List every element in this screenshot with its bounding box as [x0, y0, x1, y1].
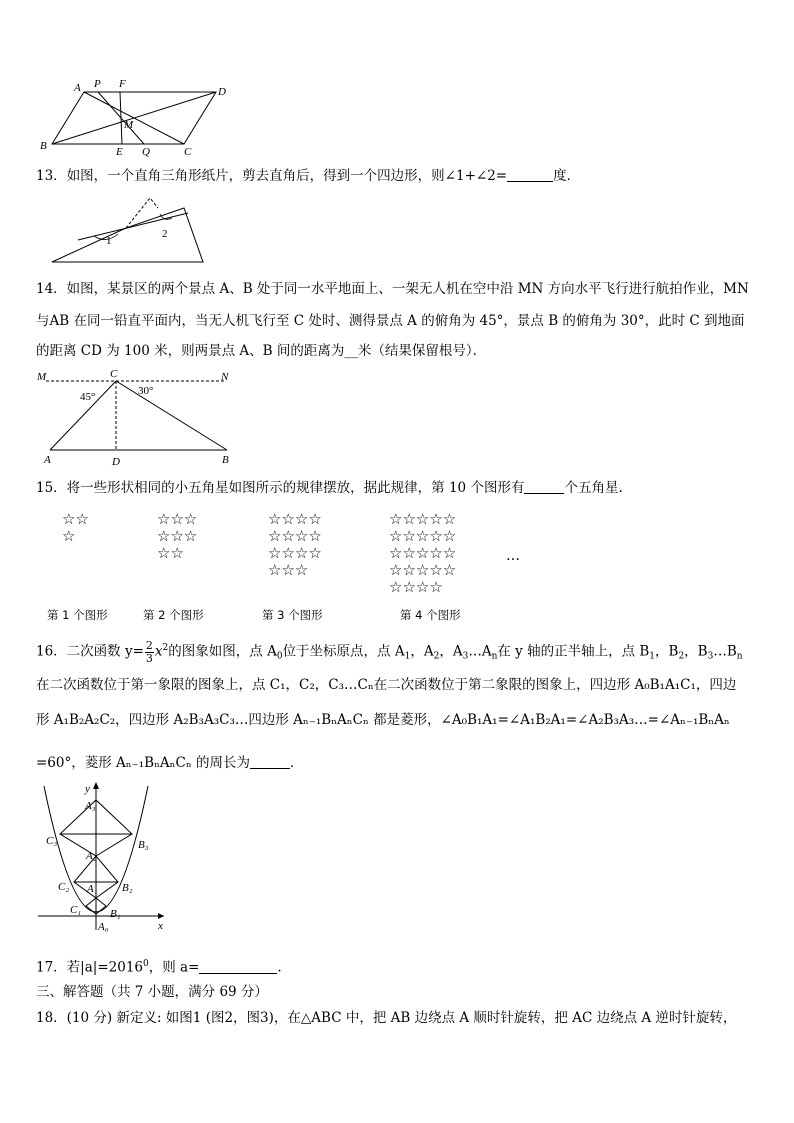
caption-figure-2: 第 2 个图形: [143, 608, 204, 622]
answer-blank: [199, 961, 277, 974]
answer-blank: [507, 169, 553, 182]
label-B2: B₂: [122, 882, 133, 894]
caption-figure-4: 第 4 个图形: [400, 608, 461, 622]
label-Q: Q: [142, 146, 150, 158]
drone-figure: [34, 366, 244, 470]
label-A1: A₁: [87, 883, 98, 895]
label-M: M: [124, 119, 134, 131]
label-M: M: [37, 371, 47, 383]
answer-blank: [250, 756, 290, 769]
label-C1: C₁: [70, 904, 82, 916]
label-P: P: [94, 78, 101, 90]
label-B: B: [222, 454, 229, 466]
label-A: A: [44, 454, 51, 466]
fraction: $\frac{2}{3}$: [145, 638, 153, 665]
question-14-line3: 的距离 CD 为 100 米，则两景点 A、B 间的距离为__米（结果保留根号）．: [36, 343, 487, 359]
answer-blank: [524, 481, 564, 494]
label-A: A: [74, 82, 81, 94]
question-14-line1: 14．如图，某景区的两个景点 A、B 处于同一水平地面上、一架无人机在空中沿 MN 方向水平飞行进行航拍作业，MN: [36, 281, 749, 297]
star-figure-2: ☆☆☆ ☆☆☆ ☆☆: [157, 510, 198, 562]
label-E: E: [116, 146, 123, 158]
star-figure-3: ☆☆☆☆ ☆☆☆☆ ☆☆☆☆ ☆☆☆: [268, 510, 322, 579]
label-N: N: [221, 371, 229, 383]
label-B1: B₁: [110, 908, 121, 920]
question-16-line4: =60°，菱形 Aₙ₋₁BₙAₙCₙ 的周长为 ．: [36, 755, 304, 771]
angle-45-label: 45°: [80, 391, 96, 403]
star-figure-4: ☆☆☆☆☆ ☆☆☆☆☆ ☆☆☆☆☆ ☆☆☆☆☆ ☆☆☆☆: [389, 510, 457, 596]
star-ellipsis: …: [506, 548, 520, 564]
star-figure-1: ☆☆ ☆: [62, 510, 89, 545]
label-C3: C₃: [46, 835, 58, 847]
label-A2: A₂: [86, 850, 97, 862]
label-D: D: [112, 456, 120, 468]
angle-2-label: 2: [162, 228, 168, 240]
label-C: C: [184, 146, 192, 158]
label-x: x: [158, 920, 163, 932]
label-A3: A₃: [85, 800, 96, 812]
angle-30-label: 30°: [138, 385, 154, 397]
question-15: 15．将一些形状相同的小五角星如图所示的规律摆放，据此规律，第 10 个图形有 个五角星.: [36, 480, 623, 496]
angle-1-label: 1: [106, 235, 112, 247]
caption-figure-1: 第 1 个图形: [47, 608, 108, 622]
section-heading: 三、解答题（共 7 小题，满分 69 分）: [36, 984, 268, 1000]
label-B: B: [40, 140, 47, 152]
question-13: 13．如图，一个直角三角形纸片，剪去直角后，得到一个四边形，则∠1+∠2= 度．: [36, 168, 581, 184]
label-y: y: [85, 783, 90, 795]
label-C2: C₂: [58, 881, 70, 893]
question-17: 17．若$|a|=2016^0$，则 a= .: [36, 959, 282, 976]
label-B3: B₃: [138, 839, 149, 851]
question-18: 18．(10 分) 新定义: 如图1 (图2，图3)，在△ABC 中，把 AB 边绕点 A 顺时针旋转，把 AC 边绕点 A 逆时针旋转，: [36, 1010, 737, 1026]
parabola-rhombus-figure: [30, 778, 180, 936]
caption-figure-3: 第 3 个图形: [262, 608, 323, 622]
question-16-line3: 形 A₁B₂A₂C₂，四边形 A₂B₃A₃C₃…四边形 Aₙ₋₁BₙAₙCₙ 都是菱形，∠A₀B₁A₁=∠A₁B₂A₁=∠A₂B₃A₃…=∠Aₙ₋₁BₙAₙ: [36, 712, 730, 728]
question-16-line2: 在二次函数位于第一象限的图象上，点 C₁，C₂，C₃…Cₙ在二次函数位于第二象限的图象上，四边形 A₀B₁A₁C₁，四边: [36, 677, 737, 693]
label-A0: A₀: [98, 921, 109, 933]
label-D: D: [218, 86, 226, 98]
question-16-line1: 16．二次函数 y= $\frac{2}{3}$ $x^2$的图象如图，点 $A_0$位于坐标原点，点 $A_1$，$A_2$，$A_3\dots A_n$在 y 轴的正半轴上，点 $B_1$，$B_2$，$B_3\dots B_n$: [36, 638, 743, 665]
label-C: C: [110, 368, 118, 380]
parallelogram-figure: [34, 72, 234, 162]
label-F: F: [119, 78, 126, 90]
question-14-line2: 与AB 在同一铅直平面内，当无人机飞行至 C 处时、测得景点 A 的俯角为 45°，景点 B 的俯角为 30°，此时 C 到地面: [36, 313, 745, 329]
triangle-cut-figure: [48, 192, 208, 266]
